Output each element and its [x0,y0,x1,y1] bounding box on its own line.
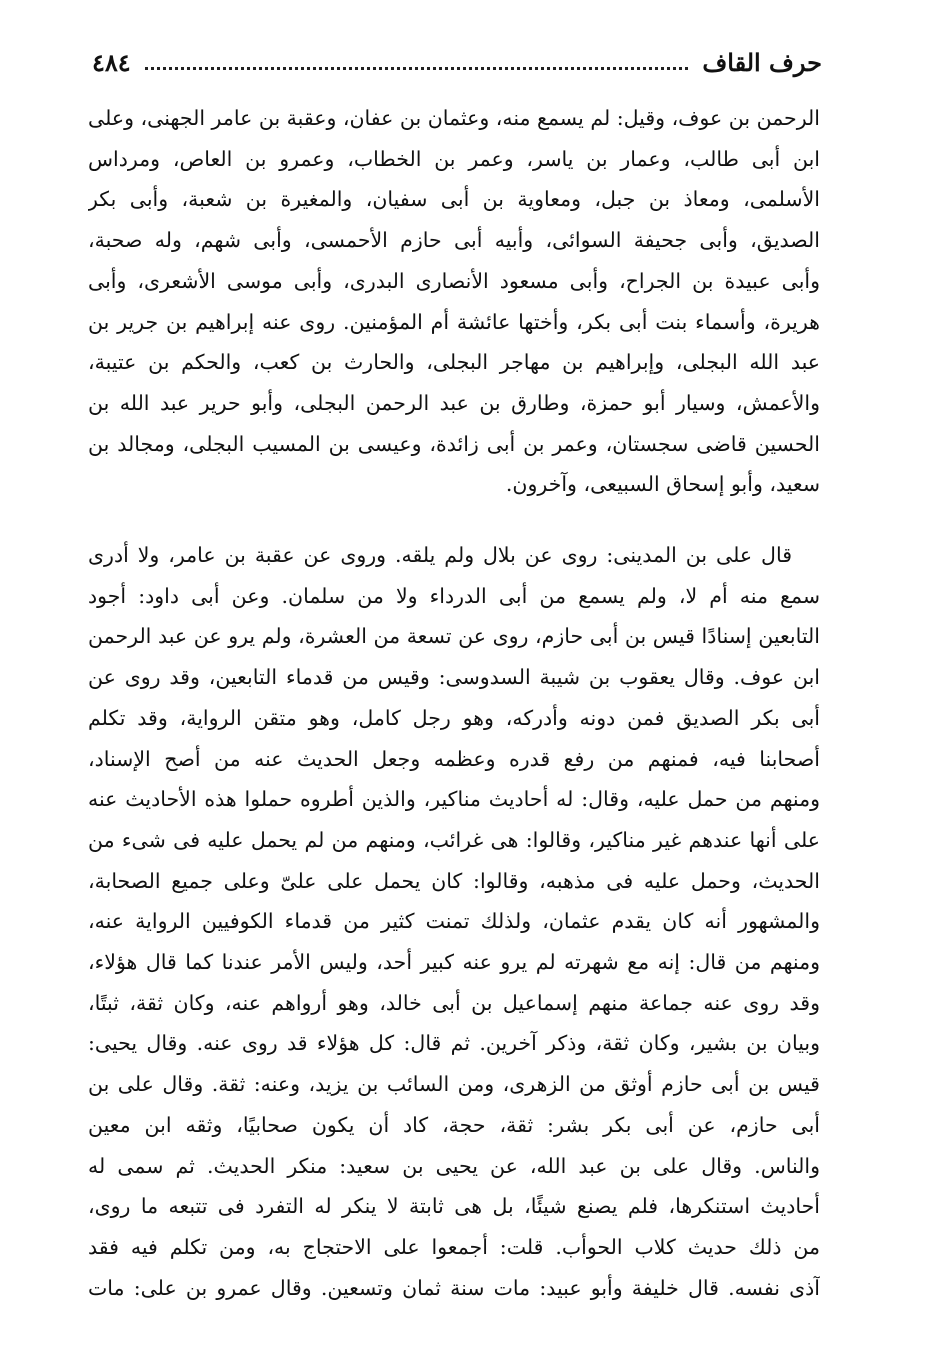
text-line: آذى نفسه. قال خليفة وأبو عبيد: مات سنة ثمان وتسعين. وقال عمرو بن على: مات [88,1275,820,1300]
header-dotted-leader [145,67,689,70]
text-line: الرحمن بن عوف، وقيل: لم يسمع منه، وعثمان بن عفان، وعقبة بن عامر الجهنى، وعلى [88,106,820,130]
paragraph-commentary [88,535,820,1308]
text-line: سعيد، وأبو إسحاق السبيعى، وآخرون. [505,472,820,497]
paragraph-biography [88,98,820,505]
text-line: ابن عوف. وقال يعقوب بن شيبة السدوسى: وقيس من قدماء التابعين، وقد روى عن [88,665,820,690]
text-line: هريرة، وأسماء بنت أبى بكر، وأختها عائشة أم المؤمنين. روى عنه إبراهيم بن جرير بن [88,309,820,334]
section-title: حرف القاف [702,47,822,77]
text-line: عبد الله البجلى، وإبراهيم بن مهاجر البجلى، والحارث بن كعب، والحكم بن عتيبة، [88,350,820,375]
text-line: أبى بكر الصديق فمن دونه وأدركه، وهو رجل كامل، وهو متقن الرواية، وقد تكلم [88,705,820,730]
text-line: قال على بن المدينى: روى عن بلال ولم يلقه. وروى عن عقبة بن عامر، ولا أدرى [88,543,792,567]
text-line: وقد روى عنه جماعة منهم إسماعيل بن أبى خالد، وهو أرواهم عنه، وكان ثقة، ثبتًا، [88,990,820,1015]
text-line: أصحابنا فيه، فمنهم من رفع قدره وعظمه وجعل الحديث عنه من أصح الإسناد، [88,746,820,771]
text-line: ومنهم من قال: إنه مع شهرته لم يرو عنه كبير أحد، وليس الأمر عندنا كما قال هؤلاء، [88,950,820,975]
text-line: وأبى عبيدة بن الجراح، وأبى مسعود الأنصارى البدرى، وأبى موسى الأشعرى، وأبى [88,268,820,293]
page-number: ٤٨٤ [92,47,131,77]
text-line: أحاديث استنكرها، فلم يصنع شيئًا، بل هى ثابتة لا ينكر له التفرد فى تتبعه ما روى، [88,1194,820,1219]
text-line: وبيان بن بشير، وكان ثقة، وذكر آخرين. ثم قال: كل هؤلاء قد روى عنه. وقال يحيى: [88,1031,820,1056]
text-line: الأسلمى، ومعاذ بن جبل، ومعاوية بن أبى سفيان، والمغيرة بن شعبة، وأبى بكر [88,187,820,212]
text-line: والمشهور أنه كان يقدم عثمان، ولذلك تمنت كثير من قدماء الكوفيين الرواية عنه، [88,909,820,934]
text-line: على أنها عندهم غير مناكير، وقالوا: هى غرائب، ومنهم من لم يحمل عليه فى شىء من [88,827,820,852]
text-line: ومنهم من حمل عليه، وقال: له أحاديث مناكير، والذين أطروه حملوا هذه الأحاديث عنه [88,787,820,812]
text-line: أبى حازم، عن أبى بكر بشر: ثقة، حجة، كاد أن يكون صحابيًا، وثقه ابن معين [88,1112,820,1137]
text-line: الحديث، وحمل عليه فى مذهبه، وقالوا: كان يحمل على علىّ وعلى جميع الصحابة، [88,868,820,893]
text-line: من ذلك حديث كلاب الحوأب. قلت: أجمعوا على الاحتجاج به، ومن تكلم فيه فقد [88,1234,820,1259]
text-line: ابن أبى طالب، وعمار بن ياسر، وعمر بن الخطاب، وعمرو بن العاص، ومرداس [88,146,820,171]
text-line: قيس بن أبى حازم أوثق من الزهرى، ومن السائب بن يزيد، وعنه: ثقة. وقال على بن [88,1072,820,1097]
text-line: سمع منه أم لا، ولم يسمع من أبى الدرداء ولا من سلمان. وعن أبى داود: أجود [88,583,820,608]
running-header [92,42,822,82]
text-line: التابعين إسنادًا قيس بن أبى حازم، روى عن تسعة من العشرة، ولم يرو عن عبد الرحمن [88,624,820,649]
text-line: والأعمش، وسيار أبو حمزة، وطارق بن عبد الرحمن البجلى، وأبو حرير عبد الله بن [88,390,820,415]
text-line: الصديق، وأبى جحيفة السوائى، وأبيه أبى حازم الأحمسى، وأبى شهم، وله صحبة، [88,228,820,253]
text-line: الحسين قاضى سجستان، وعمر بن أبى زائدة، وعيسى بن المسيب البجلى، ومجالد بن [88,431,820,456]
text-line: والناس. وقال على بن عبد الله، عن يحيى بن سعيد: منكر الحديث. ثم سمى له [88,1153,820,1178]
